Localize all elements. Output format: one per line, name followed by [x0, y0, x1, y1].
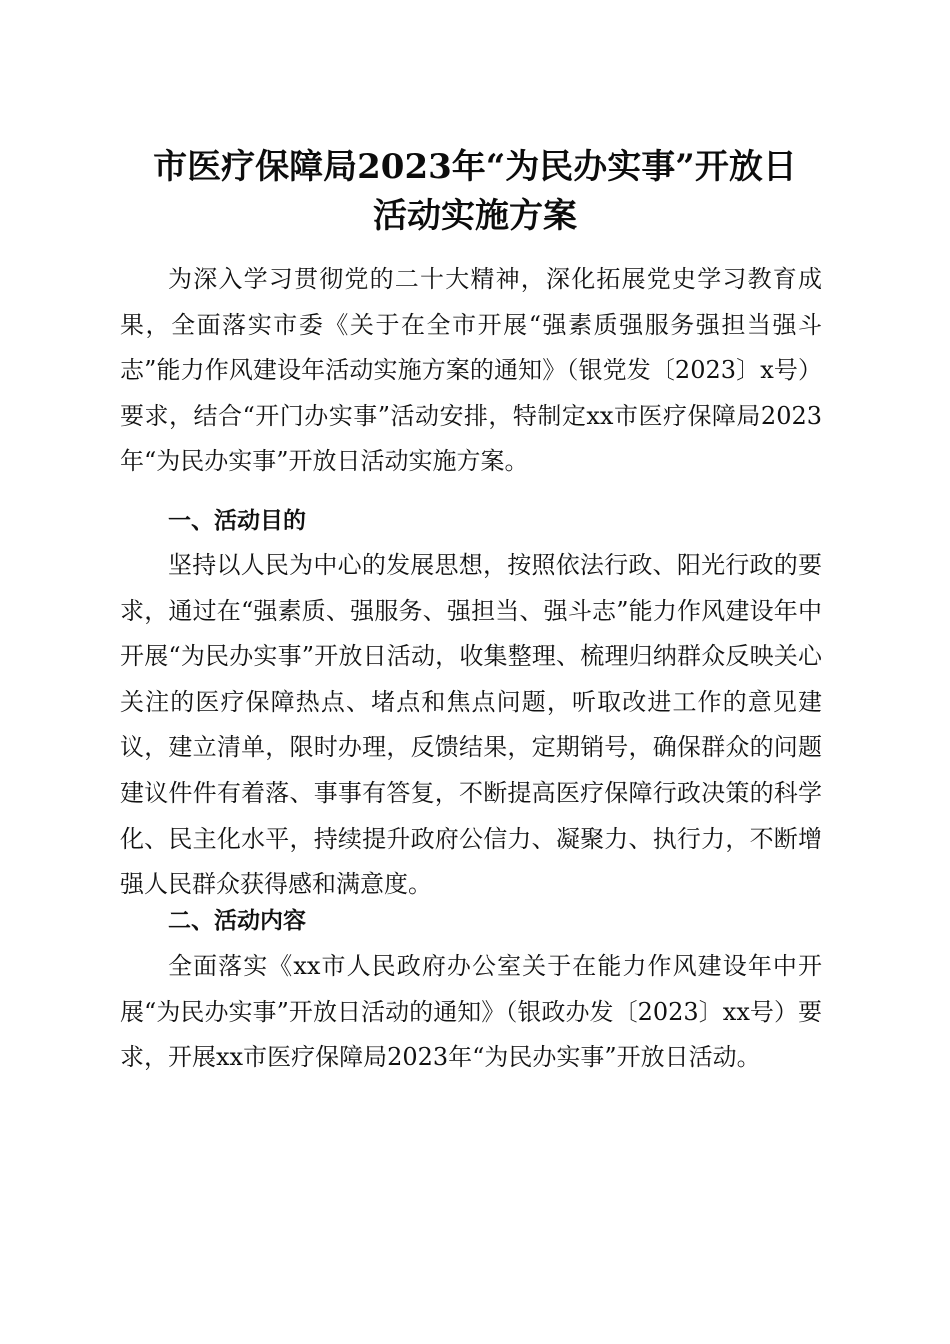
- section-heading-purpose: 一、活动目的: [168, 508, 306, 534]
- intro-paragraph: 为深入学习贯彻党的二十大精神，深化拓展党史学习教育成果，全面落实市委《关于在全市开展“强素质强服务强担当强斗志”能力作风建设年活动实施方案的通知》（银党发〔2023〕x号）要求，结合“开门办实事”活动安排，特制定xx市医疗保障局2023年“为民办实事”开放日活动实施方案。: [120, 265, 822, 476]
- purpose-paragraph-block: [120, 543, 822, 908]
- content-paragraph: 全面落实《xx市人民政府办公室关于在能力作风建设年中开展“为民办实事”开放日活动的通知》（银政办发〔2023〕xx号）要求，开展xx市医疗保障局2023年“为民办实事”开放日活动。: [120, 952, 822, 1072]
- purpose-paragraph: 坚持以人民为中心的发展思想，按照依法行政、阳光行政的要求，通过在“强素质、强服务、强担当、强斗志”能力作风建设年中开展“为民办实事”开放日活动，收集整理、梳理归纳群众反映关心关注的医疗保障热点、堵点和焦点问题，听取改进工作的意见建议，建立清单，限时办理，反馈结果，定期销号，确保群众的问题建议件件有着落、事事有答复，不断提高医疗保障行政决策的科学化、民主化水平，持续提升政府公信力、凝聚力、执行力，不断增强人民群众获得感和满意度。: [120, 551, 822, 899]
- document-title-line-2: 活动实施方案: [373, 196, 577, 236]
- intro-paragraph-block: [120, 257, 822, 485]
- document-title-line-1: 市医疗保障局2023年“为民办实事”开放日: [153, 147, 797, 187]
- content-paragraph-block: [120, 944, 822, 1081]
- section-heading-content: 二、活动内容: [168, 908, 306, 934]
